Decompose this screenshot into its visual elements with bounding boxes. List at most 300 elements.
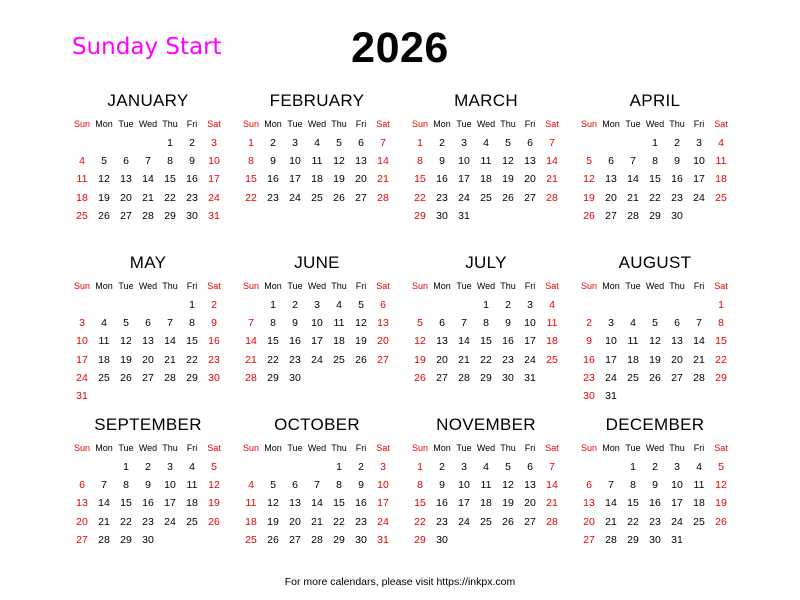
day-cell: 11	[715, 155, 727, 168]
weekday-header: Mon	[95, 119, 113, 129]
day-cell: 15	[333, 497, 345, 510]
month-name: MAY	[129, 253, 167, 272]
weekday-header: Fri	[355, 443, 367, 453]
day-cell: 28	[142, 209, 154, 222]
day-cell: 9	[439, 479, 445, 492]
day-cell: 18	[98, 353, 110, 366]
day-cell: 8	[248, 155, 254, 168]
day-cell: 16	[267, 173, 279, 186]
day-cell: 22	[480, 353, 492, 366]
weekday-header: Wed	[307, 119, 327, 129]
day-cell: 8	[336, 479, 342, 492]
day-cell: 5	[505, 461, 511, 473]
weekday-header: Wed	[645, 443, 665, 453]
day-cell: 28	[98, 533, 110, 546]
weekday-header: Fri	[693, 119, 705, 129]
day-cell: 8	[652, 155, 658, 168]
day-cell: 11	[627, 335, 639, 348]
empty-cell	[578, 296, 600, 314]
day-cell: 5	[586, 155, 592, 168]
day-cell: 4	[101, 317, 107, 330]
day-cell: 29	[414, 533, 426, 546]
day-cell: 7	[549, 461, 555, 473]
day-cell: 1	[189, 299, 195, 311]
month-march	[409, 89, 563, 251]
week-row	[578, 296, 732, 314]
day-cell: 14	[142, 173, 154, 186]
day-cell: 18	[627, 353, 639, 366]
day-cell: 21	[164, 353, 176, 366]
day-cell: 28	[627, 209, 639, 222]
weekday-header: Mon	[433, 443, 451, 453]
week-row	[240, 332, 394, 350]
day-cell: 26	[355, 353, 367, 366]
day-cell: 29	[164, 209, 176, 222]
weekday-header-row	[71, 277, 225, 296]
weekday-header: Sat	[207, 443, 221, 453]
weekday-header: Wed	[645, 281, 665, 291]
day-cell: 26	[649, 371, 661, 384]
day-cell: 20	[377, 335, 389, 348]
weekday-header: Sun	[242, 443, 259, 453]
day-cell: 24	[311, 353, 323, 366]
month-july	[409, 251, 563, 413]
weekday-header: Thu	[331, 119, 347, 129]
day-cell: 7	[608, 479, 614, 492]
day-cell: 31	[458, 209, 470, 222]
weekday-header: Fri	[524, 119, 536, 129]
day-cell: 26	[267, 533, 279, 546]
weekday-header: Mon	[433, 281, 451, 291]
day-cell: 12	[208, 479, 220, 492]
day-cell: 29	[414, 209, 426, 222]
empty-cell	[578, 134, 600, 152]
day-cell: 7	[101, 479, 107, 492]
day-cell: 6	[674, 317, 680, 330]
day-cell: 31	[671, 533, 683, 546]
empty-cell	[137, 134, 159, 152]
day-cell: 13	[671, 335, 683, 348]
weekday-header: Wed	[645, 119, 665, 129]
day-cell: 3	[314, 299, 320, 311]
weekday-header: Fri	[524, 281, 536, 291]
weekday-header: Sat	[545, 443, 559, 453]
day-cell: 22	[715, 353, 727, 366]
week-row	[409, 369, 563, 387]
weekday-header: Tue	[625, 119, 641, 129]
weekday-header: Sat	[714, 281, 728, 291]
day-cell: 26	[333, 191, 345, 204]
day-cell: 2	[505, 299, 511, 311]
day-cell: 12	[414, 335, 426, 348]
day-cell: 21	[98, 515, 110, 528]
day-cell: 24	[693, 191, 705, 204]
month-august	[578, 251, 732, 413]
week-row	[71, 296, 225, 314]
empty-cell	[284, 458, 306, 476]
day-cell: 10	[377, 479, 389, 492]
day-cell: 23	[186, 191, 198, 204]
day-cell: 26	[502, 191, 514, 204]
week-row	[578, 207, 732, 225]
day-cell: 25	[311, 191, 323, 204]
day-cell: 6	[358, 137, 364, 149]
day-cell: 19	[649, 353, 661, 366]
day-cell: 12	[267, 497, 279, 510]
day-cell: 4	[549, 299, 555, 311]
day-cell: 9	[439, 155, 445, 168]
weekday-header-row	[240, 277, 394, 296]
day-cell: 19	[355, 335, 367, 348]
day-cell: 2	[586, 317, 592, 330]
day-cell: 31	[377, 533, 389, 546]
day-cell: 2	[674, 137, 680, 149]
weekday-header: Fri	[693, 443, 705, 453]
day-cell: 23	[355, 515, 367, 528]
day-cell: 17	[76, 353, 88, 366]
day-cell: 6	[586, 479, 592, 492]
day-cell: 19	[98, 191, 110, 204]
day-cell: 14	[98, 497, 110, 510]
day-cell: 27	[142, 371, 154, 384]
weekday-header: Mon	[95, 443, 113, 453]
weekday-header: Tue	[118, 281, 134, 291]
day-cell: 10	[458, 479, 470, 492]
weekday-header: Tue	[456, 119, 472, 129]
day-cell: 3	[79, 317, 85, 330]
weekday-header-row	[578, 439, 732, 458]
weekday-header: Tue	[456, 443, 472, 453]
weekday-header: Fri	[524, 443, 536, 453]
empty-cell	[262, 458, 284, 476]
footer-text: For more calendars, please visit https://inkpx.com	[284, 576, 516, 588]
day-cell: 6	[79, 479, 85, 492]
day-cell: 16	[502, 335, 514, 348]
day-cell: 18	[715, 173, 727, 186]
empty-cell	[71, 296, 93, 314]
day-cell: 30	[583, 389, 595, 402]
day-cell: 13	[377, 317, 389, 330]
day-cell: 15	[627, 497, 639, 510]
weekday-header: Wed	[307, 443, 327, 453]
day-cell: 15	[414, 497, 426, 510]
week-row	[240, 296, 394, 314]
weekday-header: Sat	[207, 281, 221, 291]
empty-cell	[115, 296, 137, 314]
week-row	[409, 207, 563, 225]
day-cell: 27	[671, 371, 683, 384]
day-cell: 17	[208, 173, 220, 186]
day-cell: 22	[267, 353, 279, 366]
day-cell: 18	[311, 173, 323, 186]
day-cell: 28	[311, 533, 323, 546]
day-cell: 27	[436, 371, 448, 384]
week-row	[240, 189, 394, 207]
month-february	[240, 89, 394, 251]
day-cell: 19	[502, 173, 514, 186]
week-row	[578, 494, 732, 512]
day-cell: 27	[120, 209, 132, 222]
day-cell: 14	[546, 155, 558, 168]
day-cell: 27	[524, 515, 536, 528]
day-cell: 20	[120, 191, 132, 204]
day-cell: 7	[549, 137, 555, 149]
day-cell: 13	[76, 497, 88, 510]
day-cell: 26	[583, 209, 595, 222]
day-cell: 3	[167, 461, 173, 473]
week-row	[578, 513, 732, 531]
month-name: JANUARY	[107, 91, 189, 110]
day-cell: 21	[377, 173, 389, 186]
day-cell: 19	[333, 173, 345, 186]
weekday-header: Thu	[331, 281, 347, 291]
day-cell: 20	[605, 191, 617, 204]
day-cell: 8	[417, 479, 423, 492]
day-cell: 28	[245, 371, 257, 384]
day-cell: 29	[333, 533, 345, 546]
weekday-header-row	[409, 277, 563, 296]
day-cell: 17	[458, 173, 470, 186]
day-cell: 24	[605, 371, 617, 384]
week-row	[578, 170, 732, 188]
day-cell: 5	[101, 155, 107, 168]
day-cell: 16	[671, 173, 683, 186]
weekday-header: Tue	[287, 119, 303, 129]
week-row	[578, 387, 732, 405]
month-november	[409, 413, 563, 575]
day-cell: 10	[289, 155, 301, 168]
month-june	[240, 251, 394, 413]
day-cell: 26	[414, 371, 426, 384]
sunday-start-label: Sunday Start	[72, 34, 222, 60]
week-row	[71, 531, 225, 549]
week-row	[578, 314, 732, 332]
day-cell: 11	[76, 173, 88, 186]
day-cell: 21	[693, 353, 705, 366]
day-cell: 13	[524, 155, 536, 168]
day-cell: 3	[292, 137, 298, 149]
day-cell: 22	[414, 191, 426, 204]
weekday-header: Sun	[73, 443, 90, 453]
day-cell: 1	[417, 137, 423, 149]
day-cell: 24	[208, 191, 220, 204]
day-cell: 22	[414, 515, 426, 528]
day-cell: 9	[674, 155, 680, 168]
weekday-header: Sun	[73, 281, 90, 291]
empty-cell	[644, 296, 666, 314]
month-name: FEBRUARY	[269, 91, 365, 110]
weekday-header: Sun	[411, 443, 428, 453]
day-cell: 26	[98, 209, 110, 222]
weekday-header: Mon	[95, 281, 113, 291]
empty-cell	[600, 296, 622, 314]
day-cell: 9	[505, 317, 511, 330]
day-cell: 8	[718, 317, 724, 330]
weekday-header: Thu	[500, 119, 516, 129]
day-cell: 25	[715, 191, 727, 204]
day-cell: 19	[414, 353, 426, 366]
day-cell: 6	[123, 155, 129, 168]
weekday-header: Mon	[264, 443, 282, 453]
weekday-header: Fri	[693, 281, 705, 291]
weekday-header: Tue	[456, 281, 472, 291]
day-cell: 22	[186, 353, 198, 366]
day-cell: 25	[98, 371, 110, 384]
day-cell: 29	[267, 371, 279, 384]
day-cell: 16	[142, 497, 154, 510]
day-cell: 14	[546, 479, 558, 492]
weekday-header: Sat	[545, 119, 559, 129]
day-cell: 23	[671, 191, 683, 204]
weekday-header-row	[409, 115, 563, 134]
day-cell: 19	[502, 497, 514, 510]
day-cell: 8	[189, 317, 195, 330]
weekday-header: Thu	[331, 443, 347, 453]
day-cell: 2	[145, 461, 151, 473]
day-cell: 5	[505, 137, 511, 149]
weekday-header: Tue	[287, 443, 303, 453]
day-cell: 15	[649, 173, 661, 186]
week-row	[71, 189, 225, 207]
day-cell: 1	[483, 299, 489, 311]
day-cell: 9	[211, 317, 217, 330]
weekday-header: Mon	[602, 119, 620, 129]
day-cell: 13	[524, 479, 536, 492]
day-cell: 30	[649, 533, 661, 546]
day-cell: 19	[715, 497, 727, 510]
day-cell: 27	[524, 191, 536, 204]
day-cell: 3	[696, 137, 702, 149]
weekday-header: Sat	[714, 443, 728, 453]
day-cell: 30	[355, 533, 367, 546]
month-name: JUNE	[294, 253, 340, 272]
day-cell: 27	[377, 353, 389, 366]
day-cell: 27	[605, 209, 617, 222]
day-cell: 13	[436, 335, 448, 348]
empty-cell	[666, 296, 688, 314]
day-cell: 19	[208, 497, 220, 510]
weekday-header: Sun	[411, 281, 428, 291]
day-cell: 21	[245, 353, 257, 366]
day-cell: 24	[164, 515, 176, 528]
day-cell: 5	[123, 317, 129, 330]
week-row	[71, 387, 225, 405]
empty-cell	[688, 296, 710, 314]
month-name: OCTOBER	[274, 415, 360, 434]
day-cell: 22	[120, 515, 132, 528]
day-cell: 29	[627, 533, 639, 546]
day-cell: 22	[245, 191, 257, 204]
day-cell: 10	[164, 479, 176, 492]
weekday-header: Mon	[602, 281, 620, 291]
day-cell: 19	[120, 353, 132, 366]
month-september	[71, 413, 225, 575]
day-cell: 7	[461, 317, 467, 330]
weekday-header: Thu	[669, 281, 685, 291]
day-cell: 20	[289, 515, 301, 528]
day-cell: 3	[608, 317, 614, 330]
day-cell: 20	[583, 515, 595, 528]
day-cell: 20	[355, 173, 367, 186]
day-cell: 28	[377, 191, 389, 204]
weekday-header: Mon	[602, 443, 620, 453]
week-row	[409, 476, 563, 494]
day-cell: 10	[524, 317, 536, 330]
day-cell: 23	[142, 515, 154, 528]
day-cell: 11	[546, 317, 558, 330]
day-cell: 4	[483, 137, 489, 149]
day-cell: 10	[458, 155, 470, 168]
day-cell: 10	[693, 155, 705, 168]
day-cell: 2	[652, 461, 658, 473]
week-row	[578, 458, 732, 476]
day-cell: 16	[436, 497, 448, 510]
weekday-header: Mon	[264, 281, 282, 291]
day-cell: 30	[208, 371, 220, 384]
months-grid	[71, 89, 731, 575]
day-cell: 31	[76, 389, 88, 402]
empty-cell	[137, 296, 159, 314]
day-cell: 24	[671, 515, 683, 528]
day-cell: 16	[355, 497, 367, 510]
weekday-header: Mon	[433, 119, 451, 129]
day-cell: 16	[436, 173, 448, 186]
day-cell: 15	[715, 335, 727, 348]
empty-cell	[578, 458, 600, 476]
day-cell: 6	[527, 137, 533, 149]
weekday-header: Sun	[580, 281, 597, 291]
empty-cell	[115, 134, 137, 152]
day-cell: 4	[314, 137, 320, 149]
day-cell: 24	[289, 191, 301, 204]
day-cell: 13	[605, 173, 617, 186]
day-cell: 10	[208, 155, 220, 168]
day-cell: 20	[76, 515, 88, 528]
day-cell: 10	[671, 479, 683, 492]
weekday-header: Mon	[264, 119, 282, 129]
weekday-header: Thu	[162, 443, 178, 453]
week-row	[409, 189, 563, 207]
day-cell: 1	[248, 137, 254, 149]
weekday-header: Fri	[186, 119, 198, 129]
week-row	[240, 351, 394, 369]
week-row	[578, 531, 732, 549]
day-cell: 25	[480, 191, 492, 204]
day-cell: 1	[167, 137, 173, 149]
day-cell: 9	[358, 479, 364, 492]
day-cell: 23	[436, 515, 448, 528]
day-cell: 13	[142, 335, 154, 348]
day-cell: 22	[164, 191, 176, 204]
day-cell: 15	[414, 173, 426, 186]
day-cell: 9	[189, 155, 195, 168]
day-cell: 3	[380, 461, 386, 473]
day-cell: 9	[652, 479, 658, 492]
day-cell: 16	[649, 497, 661, 510]
day-cell: 20	[524, 497, 536, 510]
weekday-header-row	[71, 115, 225, 134]
day-cell: 16	[583, 353, 595, 366]
day-cell: 11	[98, 335, 110, 348]
month-december	[578, 413, 732, 575]
day-cell: 14	[458, 335, 470, 348]
empty-cell	[453, 296, 475, 314]
week-row	[409, 152, 563, 170]
day-cell: 6	[527, 461, 533, 473]
day-cell: 27	[355, 191, 367, 204]
day-cell: 2	[270, 137, 276, 149]
day-cell: 29	[480, 371, 492, 384]
